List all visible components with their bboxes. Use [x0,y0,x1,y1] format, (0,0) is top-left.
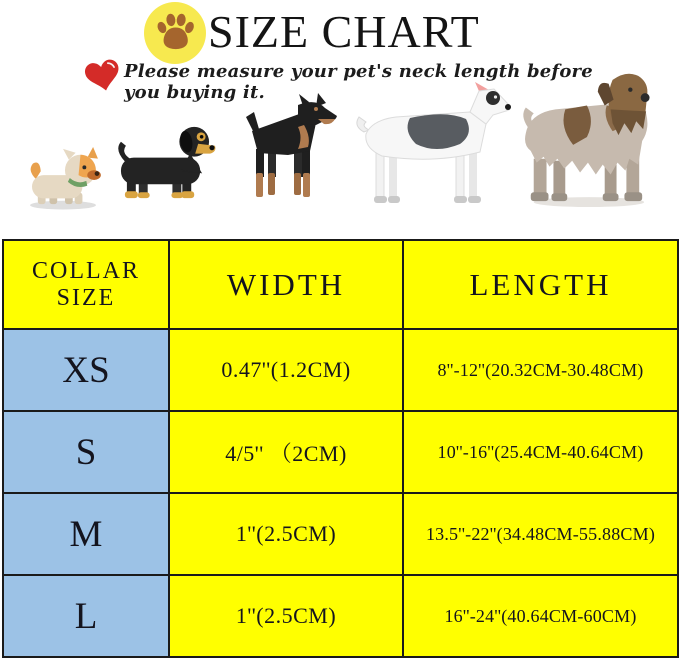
table-row-xs [3,329,678,411]
width-s: 4/5'' （2CM) [169,411,403,493]
length-l: 16''-24''(40.64CM-60CM) [403,575,678,657]
size-label-xs: XS [3,329,169,411]
dog-illustration-l-pointer [352,82,522,208]
table-row-l [3,575,678,657]
dog-illustration-xl-griffon [510,70,658,210]
dog-illustration-s-dachshund [113,116,217,212]
page-title: SIZE CHART [208,5,480,57]
dog-illustration-m-doberman [228,93,348,207]
table-row-m [3,493,678,575]
table-header-row [3,240,678,329]
header-length: LENGTH [403,240,678,329]
width-l: 1''(2.5CM) [169,575,403,657]
measure-note-text: Please measure your pet's neck length before you buying it. [124,61,593,103]
width-xs: 0.47''(1.2CM) [169,329,403,411]
width-m: 1''(2.5CM) [169,493,403,575]
length-m: 13.5''-22''(34.48CM-55.88CM) [403,493,678,575]
header-collar-size: COLLAR SIZE [3,240,169,329]
length-xs: 8''-12''(20.32CM-30.48CM) [403,329,678,411]
size-chart-table [2,239,679,658]
dog-illustration-xs-puppy [20,146,108,210]
heart-icon-glyph [84,57,122,95]
size-label-l: L [3,575,169,657]
size-label-s: S [3,411,169,493]
heart-icon [84,57,122,95]
length-s: 10''-16''(25.4CM-40.64CM) [403,411,678,493]
paw-icon-glyph [153,11,197,55]
table-row-s [3,411,678,493]
header-width: WIDTH [169,240,403,329]
size-label-m: M [3,493,169,575]
paw-icon [144,2,206,64]
